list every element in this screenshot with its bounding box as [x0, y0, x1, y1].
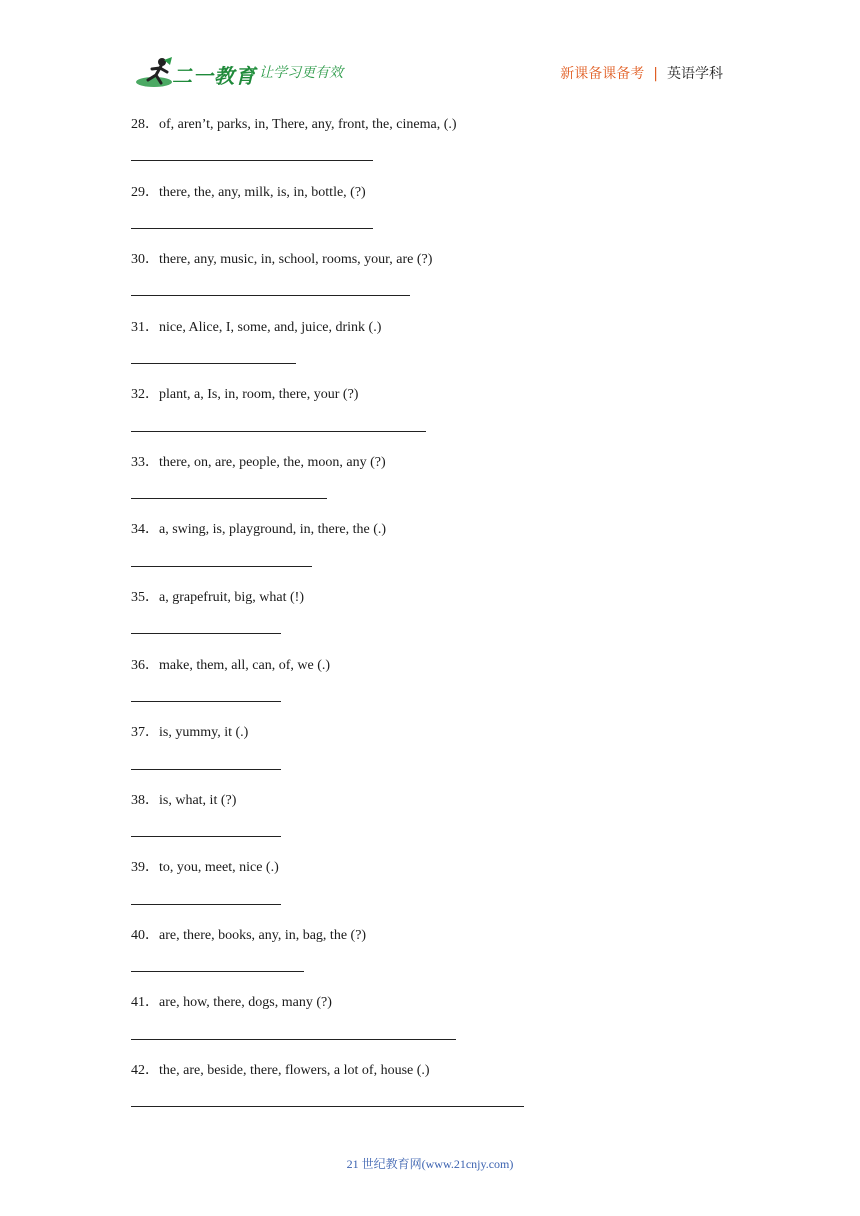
answer-line[interactable] — [131, 498, 327, 499]
logo-text: 二一教育 — [172, 64, 256, 88]
question-number: 34． — [131, 522, 159, 537]
question-number: 40． — [131, 928, 159, 943]
question-number: 32． — [131, 387, 159, 402]
header-separator: | — [653, 66, 658, 82]
answer-line[interactable] — [131, 836, 281, 837]
question-number: 29． — [131, 185, 159, 200]
question-item — [131, 991, 332, 1011]
question-item — [131, 383, 358, 403]
question-text: there, on, are, people, the, moon, any (?) — [159, 455, 386, 470]
answer-line[interactable] — [131, 431, 426, 432]
question-text: are, how, there, dogs, many (?) — [159, 995, 332, 1010]
question-item — [131, 181, 366, 201]
question-number: 31． — [131, 320, 159, 335]
question-text: of, aren’t, parks, in, There, any, front, the, cinema, (.) — [159, 117, 457, 132]
question-item — [131, 316, 381, 336]
question-text: to, you, meet, nice (.) — [159, 860, 279, 875]
question-number: 35． — [131, 590, 159, 605]
answer-line[interactable] — [131, 363, 296, 364]
question-number: 37． — [131, 725, 159, 740]
answer-line[interactable] — [131, 1106, 524, 1107]
question-item — [131, 654, 330, 674]
question-number: 33． — [131, 455, 159, 470]
answer-line[interactable] — [131, 1039, 456, 1040]
page-footer: 21 世纪教育网(www.21cnjy.com) — [346, 1157, 514, 1171]
header-subject: 英语学科 — [667, 66, 723, 82]
question-text: the, are, beside, there, flowers, a lot of, house (.) — [159, 1063, 430, 1078]
question-item — [131, 1059, 430, 1079]
question-text: there, any, music, in, school, rooms, your, are (?) — [159, 252, 433, 267]
question-item — [131, 586, 304, 606]
question-number: 42． — [131, 1063, 159, 1078]
question-item — [131, 451, 386, 471]
question-text: plant, a, Is, in, room, there, your (?) — [159, 387, 359, 402]
header-right — [560, 63, 723, 83]
question-text: there, the, any, milk, is, in, bottle, (?) — [159, 185, 366, 200]
question-number: 36． — [131, 658, 159, 673]
question-number: 39． — [131, 860, 159, 875]
question-item — [131, 518, 386, 538]
question-text: is, what, it (?) — [159, 793, 237, 808]
slogan: / 让学习更有效 — [250, 65, 344, 81]
answer-line[interactable] — [131, 769, 281, 770]
question-number: 38． — [131, 793, 159, 808]
question-number: 41． — [131, 995, 159, 1010]
question-item — [131, 789, 236, 809]
question-text: a, swing, is, playground, in, there, the (.) — [159, 522, 387, 537]
question-number: 30． — [131, 252, 159, 267]
header-tag: 新课备课备考 — [560, 66, 645, 82]
question-text: nice, Alice, I, some, and, juice, drink (.) — [159, 320, 382, 335]
answer-line[interactable] — [131, 566, 312, 567]
question-text: a, grapefruit, big, what (!) — [159, 590, 304, 605]
answer-line[interactable] — [131, 971, 304, 972]
answer-line[interactable] — [131, 633, 281, 634]
question-item — [131, 856, 279, 876]
page-header — [0, 0, 860, 100]
question-item — [131, 721, 248, 741]
question-text: is, yummy, it (.) — [159, 725, 249, 740]
question-text: make, them, all, can, of, we (.) — [159, 658, 331, 673]
question-text: are, there, books, any, in, bag, the (?) — [159, 928, 367, 943]
answer-line[interactable] — [131, 295, 410, 296]
question-number: 28． — [131, 117, 159, 132]
question-item — [131, 924, 366, 944]
answer-line[interactable] — [131, 228, 373, 229]
answer-line[interactable] — [131, 701, 281, 702]
answer-line[interactable] — [131, 160, 373, 161]
question-item — [131, 248, 432, 268]
answer-line[interactable] — [131, 904, 281, 905]
question-item — [131, 113, 457, 133]
